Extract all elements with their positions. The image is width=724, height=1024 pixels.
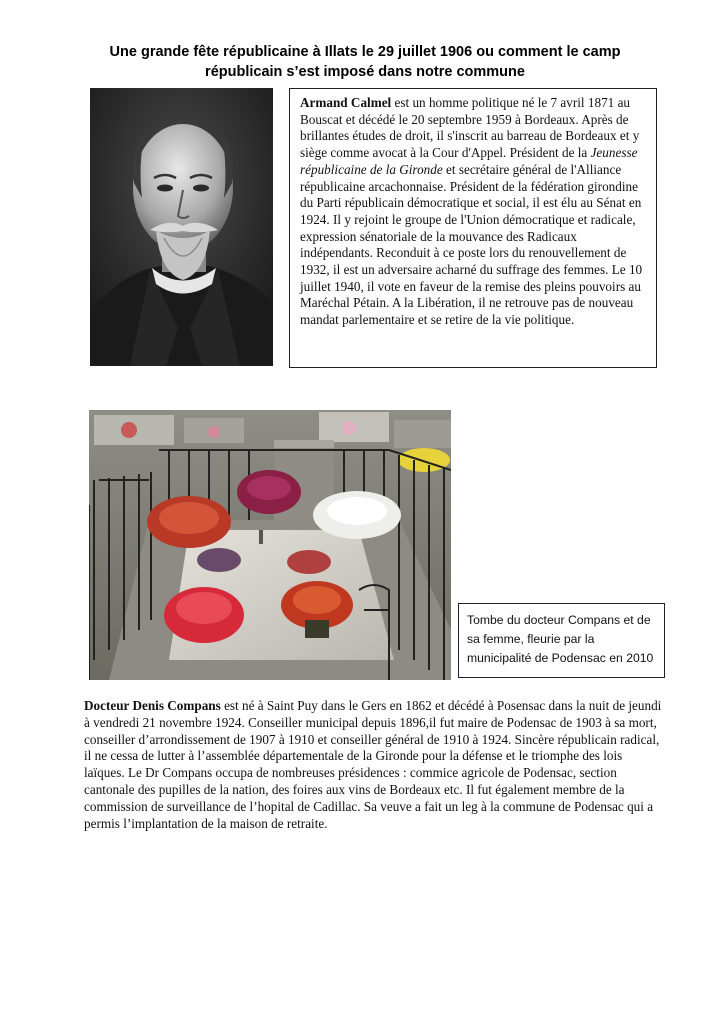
calmel-bio-box bbox=[289, 88, 657, 368]
tomb-caption-box bbox=[458, 603, 665, 678]
tomb-caption: Tombe du docteur Compans et de sa femme, fleurie par la municipalité de Podensac en 2010 bbox=[467, 613, 654, 665]
portrait-photo bbox=[90, 88, 273, 366]
compans-bio: est né à Saint Puy dans le Gers en 1862 et décédé à Posensac dans la nuit de jeundi à vendredi 21 novembre 1924. Conseiller municipal depuis 1896,il fut maire de Podensac de 1903 à sa mort, conseiller d’arrondissement de 1907 à 1910 et conseiller général de 1910 à 1924. Sincère républicain radical, il ne cessa de lutter à l’assemblée départementale de la Gironde pour la défense et le triomphe des lois laïques. Le Dr Compans occupa de nombreuses présidences : commice agricole de Podensac, section cantonale des pupilles de la nation, des foires aux vins de Bordeaux etc. Il fut également membre de la commission de surveillance de l’hopital de Cadillac. Sa veuve a fait un leg à la commune de Podensac qui a permis l’implantation de la maison de retraite. bbox=[84, 698, 662, 831]
calmel-bio-part2: et secrétaire général de l'Alliance républicaine arcachonnaise. Président de la fédération girondine du Parti républicain démocratique et social, il est élu au Sénat en 1924. Il y rejoint le groupe de l'Union démocratique et radicale, expression sénatoriale de la mouvance des Radicaux indépendants. Reconduit à ce poste lors du renouvellement de 1932, il est un adversaire acharné du suffrage des femmes. Le 10 juillet 1940, il vote en faveur de la remise des pleins pouvoirs au Maréchal Pétain. A la Libération, il ne retrouve pas de nouveau mandat parlementaire et se retire de la vie politique. bbox=[300, 161, 643, 328]
compans-paragraph bbox=[84, 698, 664, 832]
compans-name: Docteur Denis Compans bbox=[84, 698, 221, 713]
calmel-name: Armand Calmel bbox=[300, 95, 392, 110]
calmel-bio-italic: Jeunesse républicaine de la Gironde bbox=[300, 145, 638, 177]
calmel-bio-part1: est un homme politique né le 7 avril 1871 au Bouscat et décédé le 20 septembre 1959 à Bordeaux. Après de brillantes études de droit, il s'inscrit au barreau de Bordeaux et y siège comme avocat à la Cour d'Appel. Président de la bbox=[300, 95, 640, 161]
page-title: Une grande fête républicaine à Illats le 29 juillet 1906 ou comment le camp républicain s’est imposé dans notre commune bbox=[109, 44, 621, 80]
tomb-photo bbox=[89, 410, 451, 680]
